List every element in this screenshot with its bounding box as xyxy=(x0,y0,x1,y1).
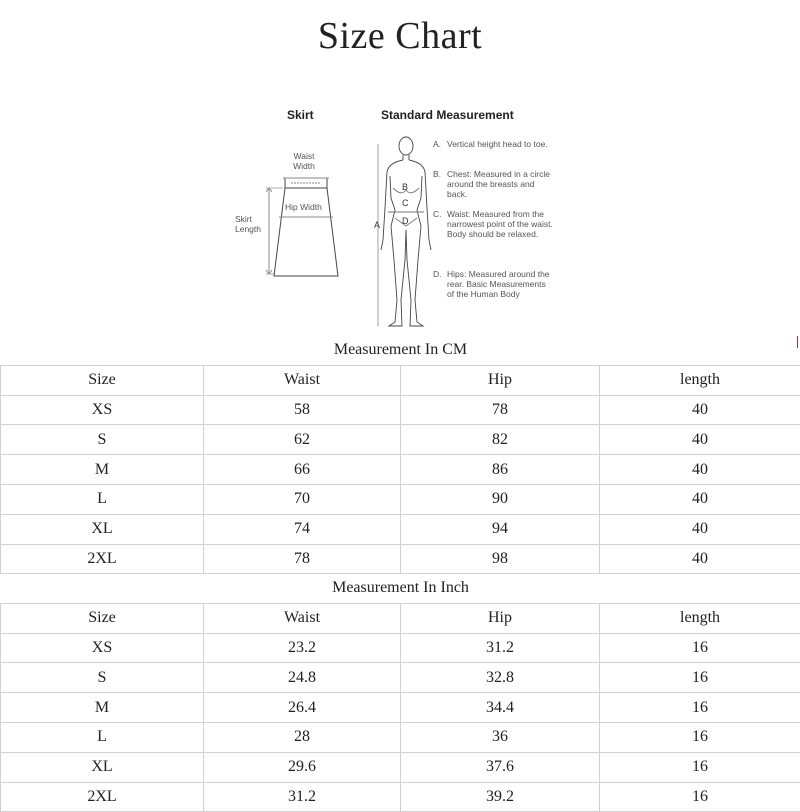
table-row xyxy=(1,455,800,485)
note-c: C. Waist: Measured from the narrowest point of the waist. Body should be relaxed. xyxy=(433,210,553,239)
figure-head xyxy=(399,137,413,155)
table-row xyxy=(1,722,800,752)
cell-size: 2XL xyxy=(1,782,204,812)
cell-length: 40 xyxy=(600,425,800,455)
table-row xyxy=(1,752,800,782)
cell-hip: 86 xyxy=(401,455,600,485)
inch-size-table xyxy=(0,574,800,812)
cell-hip: 32.8 xyxy=(401,663,600,693)
table-row xyxy=(1,663,800,693)
cell-waist: 26.4 xyxy=(204,693,401,723)
letter-a: A xyxy=(374,220,380,230)
cell-size: S xyxy=(1,425,204,455)
cell-size: XS xyxy=(1,633,204,663)
cell-hip: 36 xyxy=(401,722,600,752)
table-row xyxy=(1,633,800,663)
table-row xyxy=(1,395,800,425)
header-waist: Waist xyxy=(204,365,401,395)
skirt-body xyxy=(274,188,338,276)
cell-size: XL xyxy=(1,514,204,544)
cell-length: 40 xyxy=(600,455,800,485)
page-title: Size Chart xyxy=(0,14,800,58)
note-d: D. Hips: Measured around the rear. Basic Measurements of the Human Body xyxy=(433,270,553,299)
cell-waist: 70 xyxy=(204,484,401,514)
cell-hip: 39.2 xyxy=(401,782,600,812)
header-size: Size xyxy=(1,365,204,395)
cell-hip: 82 xyxy=(401,425,600,455)
human-figure xyxy=(378,137,431,326)
cell-size: M xyxy=(1,693,204,723)
cell-length: 40 xyxy=(600,395,800,425)
cell-size: M xyxy=(1,455,204,485)
header-size: Size xyxy=(1,603,204,633)
header-length: length xyxy=(600,365,800,395)
note-b: B. Chest: Measured in a circle around the breasts and back. xyxy=(433,170,553,199)
cell-size: 2XL xyxy=(1,544,204,574)
cell-waist: 74 xyxy=(204,514,401,544)
cell-waist: 58 xyxy=(204,395,401,425)
cell-length: 40 xyxy=(600,514,800,544)
letter-d: D xyxy=(402,216,409,226)
cell-length: 40 xyxy=(600,544,800,574)
cell-hip: 90 xyxy=(401,484,600,514)
letter-c: C xyxy=(402,198,409,208)
cm-header-row xyxy=(1,365,800,395)
waist-width-label: Waist Width xyxy=(292,152,316,171)
cm-size-table xyxy=(0,336,800,574)
cell-hip: 78 xyxy=(401,395,600,425)
skirt-diagram-heading: Skirt xyxy=(287,108,314,122)
table-row xyxy=(1,514,800,544)
cell-waist: 24.8 xyxy=(204,663,401,693)
cell-hip: 31.2 xyxy=(401,633,600,663)
cell-length: 16 xyxy=(600,722,800,752)
header-hip: Hip xyxy=(401,365,600,395)
cell-length: 16 xyxy=(600,782,800,812)
table-row xyxy=(1,693,800,723)
cell-waist: 29.6 xyxy=(204,752,401,782)
cell-waist: 23.2 xyxy=(204,633,401,663)
cell-size: S xyxy=(1,663,204,693)
skirt-illustration xyxy=(266,178,338,276)
cm-table-caption: Measurement In CM xyxy=(1,336,800,365)
cell-waist: 66 xyxy=(204,455,401,485)
table-row xyxy=(1,425,800,455)
cell-hip: 37.6 xyxy=(401,752,600,782)
inch-header-row xyxy=(1,603,800,633)
cell-waist: 28 xyxy=(204,722,401,752)
measurement-diagram xyxy=(225,100,555,332)
cell-waist: 62 xyxy=(204,425,401,455)
cell-length: 16 xyxy=(600,663,800,693)
cell-waist: 78 xyxy=(204,544,401,574)
table-row xyxy=(1,544,800,574)
table-row xyxy=(1,782,800,812)
cell-hip: 98 xyxy=(401,544,600,574)
cell-length: 16 xyxy=(600,752,800,782)
standard-measurement-heading: Standard Measurement xyxy=(381,108,514,122)
cell-length: 16 xyxy=(600,633,800,663)
header-hip: Hip xyxy=(401,603,600,633)
header-length: length xyxy=(600,603,800,633)
skirt-length-label: Skirt Length xyxy=(235,215,261,234)
letter-b: B xyxy=(402,182,408,192)
inch-table-caption: Measurement In Inch xyxy=(1,574,800,603)
hip-width-label: Hip Width xyxy=(285,203,322,213)
cell-hip: 34.4 xyxy=(401,693,600,723)
note-a: A. Vertical height head to toe. xyxy=(433,140,553,150)
cell-size: L xyxy=(1,722,204,752)
cell-size: XS xyxy=(1,395,204,425)
header-waist: Waist xyxy=(204,603,401,633)
cell-length: 40 xyxy=(600,484,800,514)
table-row xyxy=(1,484,800,514)
cell-length: 16 xyxy=(600,693,800,723)
cell-hip: 94 xyxy=(401,514,600,544)
cell-size: XL xyxy=(1,752,204,782)
cell-waist: 31.2 xyxy=(204,782,401,812)
cell-size: L xyxy=(1,484,204,514)
